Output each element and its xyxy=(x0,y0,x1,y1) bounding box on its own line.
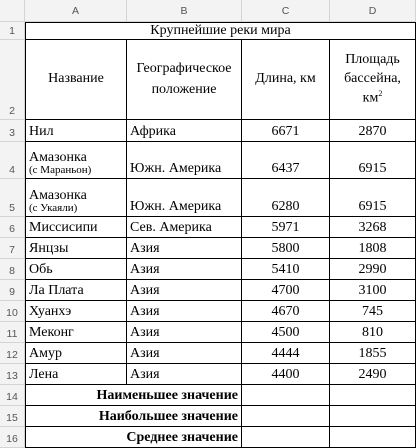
row-header-15[interactable]: 15 xyxy=(0,406,25,427)
cell-length[interactable]: 4670 xyxy=(242,301,330,322)
cell-region[interactable]: Африка xyxy=(127,120,242,142)
river-name: Амазонка xyxy=(29,149,87,165)
cell-region[interactable]: Южн. Америка xyxy=(127,179,242,217)
cell-length[interactable]: 5971 xyxy=(242,217,330,238)
row-header-16[interactable]: 16 xyxy=(0,427,25,448)
river-name: Амазонка xyxy=(29,187,87,203)
cell-length[interactable]: 6671 xyxy=(242,120,330,142)
row-header-9[interactable]: 9 xyxy=(0,280,25,301)
cell-length[interactable]: 5410 xyxy=(242,259,330,280)
cell-area[interactable]: 6915 xyxy=(330,179,416,217)
cell-area[interactable]: 745 xyxy=(330,301,416,322)
row-header-13[interactable]: 13 xyxy=(0,364,25,385)
summary-avg-area[interactable] xyxy=(330,427,416,448)
cell-region[interactable]: Азия xyxy=(127,280,242,301)
header-area[interactable] xyxy=(330,40,416,120)
row-header-5[interactable]: 5 xyxy=(0,179,25,217)
cell-length[interactable]: 6280 xyxy=(242,179,330,217)
cell-name[interactable]: Янцзы xyxy=(25,238,127,259)
row-header-1[interactable]: 1 xyxy=(0,22,25,40)
cell-region[interactable]: Азия xyxy=(127,259,242,280)
cell-name[interactable]: Меконг xyxy=(25,322,127,343)
summary-min-label[interactable]: Наименьшее значение xyxy=(25,385,242,406)
cell-area[interactable]: 2990 xyxy=(330,259,416,280)
column-header-b[interactable]: B xyxy=(127,0,242,22)
cell-length[interactable]: 4400 xyxy=(242,364,330,385)
cell-area[interactable]: 3268 xyxy=(330,217,416,238)
summary-max-area[interactable] xyxy=(330,406,416,427)
select-all-corner[interactable] xyxy=(0,0,25,22)
summary-avg-label[interactable]: Среднее значение xyxy=(25,427,242,448)
cell-region[interactable]: Азия xyxy=(127,301,242,322)
summary-avg-length[interactable] xyxy=(242,427,330,448)
cell-region[interactable]: Азия xyxy=(127,364,242,385)
cell-region[interactable]: Азия xyxy=(127,238,242,259)
summary-min-area[interactable] xyxy=(330,385,416,406)
cell-length[interactable]: 4444 xyxy=(242,343,330,364)
cell-area[interactable]: 6915 xyxy=(330,142,416,179)
header-length[interactable]: Длина, км xyxy=(242,40,330,120)
cell-area[interactable]: 2870 xyxy=(330,120,416,142)
cell-name[interactable]: Амур xyxy=(25,343,127,364)
row-header-2[interactable]: 2 xyxy=(0,40,25,120)
cell-name[interactable] xyxy=(25,142,127,179)
cell-area[interactable]: 810 xyxy=(330,322,416,343)
cell-name[interactable]: Нил xyxy=(25,120,127,142)
cell-area[interactable]: 1808 xyxy=(330,238,416,259)
cell-area[interactable]: 3100 xyxy=(330,280,416,301)
column-header-d[interactable]: D xyxy=(330,0,416,22)
cell-length[interactable]: 5800 xyxy=(242,238,330,259)
summary-min-length[interactable] xyxy=(242,385,330,406)
summary-max-label[interactable]: Наибольшее значение xyxy=(25,406,242,427)
row-header-3[interactable]: 3 xyxy=(0,120,25,142)
cell-region[interactable]: Сев. Америка xyxy=(127,217,242,238)
cell-name[interactable] xyxy=(25,179,127,217)
cell-area[interactable]: 1855 xyxy=(330,343,416,364)
header-name[interactable]: Название xyxy=(25,40,127,120)
cell-name[interactable]: Ла Плата xyxy=(25,280,127,301)
row-header-7[interactable]: 7 xyxy=(0,238,25,259)
cell-length[interactable]: 4500 xyxy=(242,322,330,343)
row-header-12[interactable]: 12 xyxy=(0,343,25,364)
cell-name[interactable]: Миссисипи xyxy=(25,217,127,238)
header-geo[interactable] xyxy=(127,40,242,120)
river-subname: (с Мараньон) xyxy=(29,164,92,177)
row-header-11[interactable]: 11 xyxy=(0,322,25,343)
header-geo-text: Географическое положение xyxy=(136,61,232,97)
cell-name[interactable]: Хуанхэ xyxy=(25,301,127,322)
cell-length[interactable]: 6437 xyxy=(242,142,330,179)
row-header-8[interactable]: 8 xyxy=(0,259,25,280)
cell-region[interactable]: Южн. Америка xyxy=(127,142,242,179)
river-subname: (с Укаяли) xyxy=(29,202,78,215)
cell-name[interactable]: Лена xyxy=(25,364,127,385)
cell-name[interactable]: Обь xyxy=(25,259,127,280)
summary-max-length[interactable] xyxy=(242,406,330,427)
cell-region[interactable]: Азия xyxy=(127,343,242,364)
column-header-c[interactable]: C xyxy=(242,0,330,22)
row-header-14[interactable]: 14 xyxy=(0,385,25,406)
table-title[interactable]: Крупнейшие реки мира xyxy=(25,22,416,40)
row-header-10[interactable]: 10 xyxy=(0,301,25,322)
cell-area[interactable]: 2490 xyxy=(330,364,416,385)
row-header-6[interactable]: 6 xyxy=(0,217,25,238)
row-header-4[interactable]: 4 xyxy=(0,142,25,179)
cell-region[interactable]: Азия xyxy=(127,322,242,343)
cell-length[interactable]: 4700 xyxy=(242,280,330,301)
column-header-a[interactable]: A xyxy=(25,0,127,22)
header-area-text: Площадь бассейна, $км^2$ xyxy=(344,51,401,106)
